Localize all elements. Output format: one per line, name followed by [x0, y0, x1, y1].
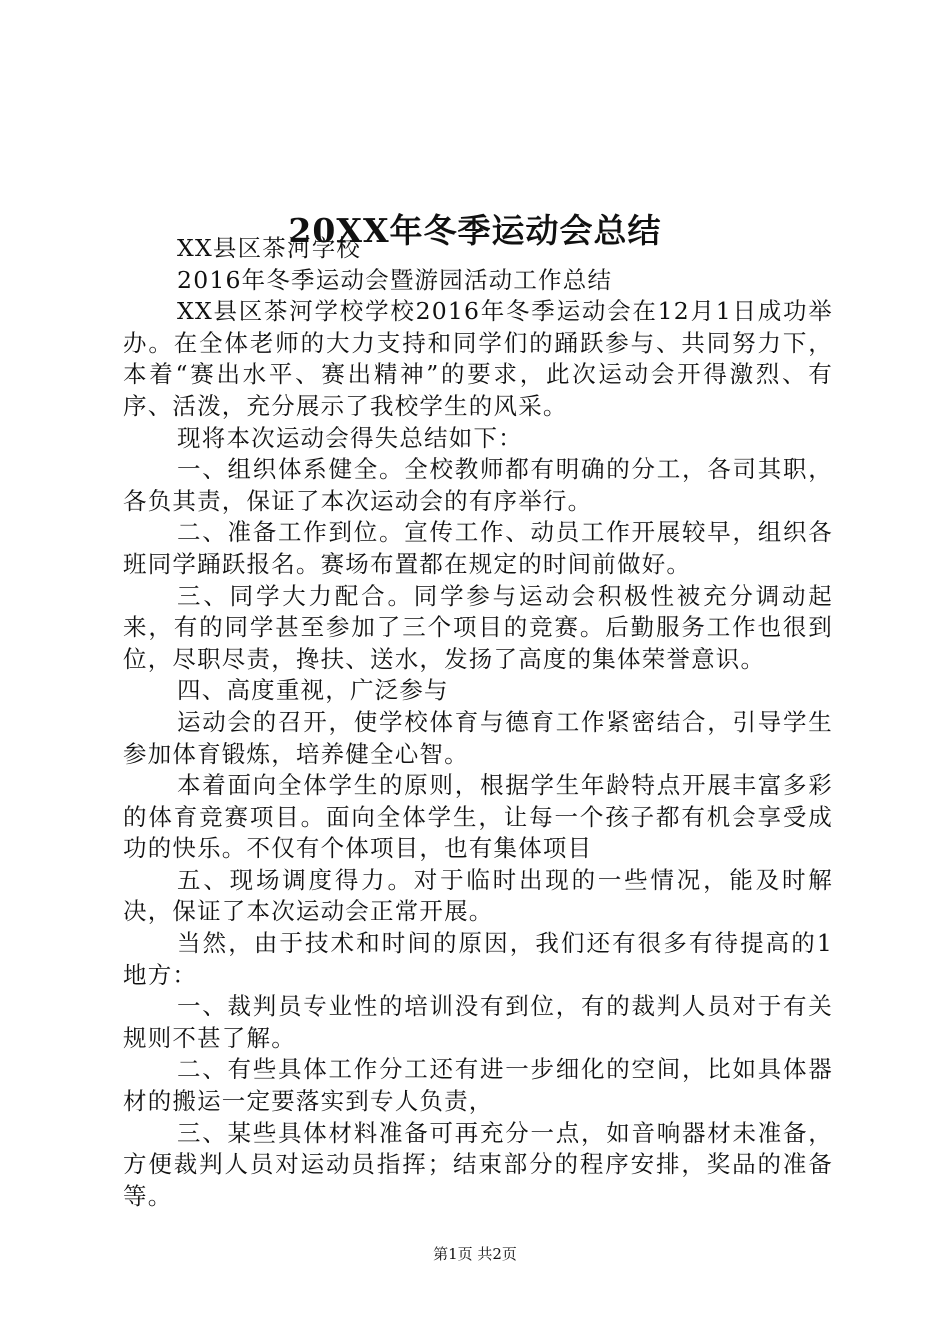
- paragraph-point-4-detail-2: 本着面向全体学生的原则，根据学生年龄特点开展丰富多彩的体育竞赛项目。面向全体学生，让每一个孩子都有机会享受成功的快乐。不仅有个体项目，也有集体项目: [123, 771, 833, 863]
- paragraph-point-1: 一、组织体系健全。全校教师都有明确的分工，各司其职，各负其责，保证了本次运动会的有序举行。: [123, 455, 833, 515]
- paragraph-improvement-1: 一、裁判员专业性的培训没有到位，有的裁判人员对于有关规则不甚了解。: [123, 992, 833, 1052]
- paragraph-subtitle: 2016年冬季运动会暨游园活动工作总结: [177, 265, 613, 294]
- paragraph-point-3: 三、同学大力配合。同学参与运动会积极性被充分调动起来，有的同学甚至参加了三个项目的竞赛。后勤服务工作也很到位，尽职尽责，搀扶、送水，发扬了高度的集体荣誉意识。: [123, 581, 833, 673]
- paragraph-improvements-lead: 当然，由于技术和时间的原因，我们还有很多有待提高的1地方：: [123, 929, 833, 989]
- paragraph-point-4-detail-1: 运动会的召开，使学校体育与德育工作紧密结合，引导学生参加体育锻炼，培养健全心智。: [123, 707, 833, 768]
- paragraph-summary-lead: 现将本次运动会得失总结如下：: [177, 423, 523, 452]
- document-title: 20XX年冬季运动会总结: [288, 211, 662, 251]
- paragraph-improvement-3: 三、某些具体材料准备可再充分一点，如音响器材未准备，方便裁判人员对运动员指挥；结束部分的程序安排，奖品的准备等。: [123, 1118, 833, 1210]
- document-body: [123, 233, 833, 1212]
- page-footer: [0, 1244, 950, 1264]
- paragraph-point-5: 五、现场调度得力。对于临时出现的一些情况，能及时解决，保证了本次运动会正常开展。: [123, 865, 833, 926]
- page-indicator: 第1页 共2页: [433, 1245, 517, 1263]
- paragraph-point-2: 二、准备工作到位。宣传工作、动员工作开展较早，组织各班同学踊跃报名。赛场布置都在规定的时间前做好。: [123, 518, 833, 578]
- paragraph-improvement-2: 二、有些具体工作分工还有进一步细化的空间，比如具体器材的搬运一定要落实到专人负责，: [123, 1055, 833, 1116]
- paragraph-school-name: XX县区茶河学校: [177, 234, 362, 262]
- paragraph-intro: XX县区茶河学校学校2016年冬季运动会在12月1日成功举办。在全体老师的大力支持和同学们的踊跃参与、共同努力下，本着“赛出水平、赛出精神”的要求，此次运动会开得激烈、有序、活泼，充分展示了我校学生的风采。: [123, 297, 833, 420]
- paragraph-point-4: 四、高度重视，广泛参与: [177, 676, 449, 705]
